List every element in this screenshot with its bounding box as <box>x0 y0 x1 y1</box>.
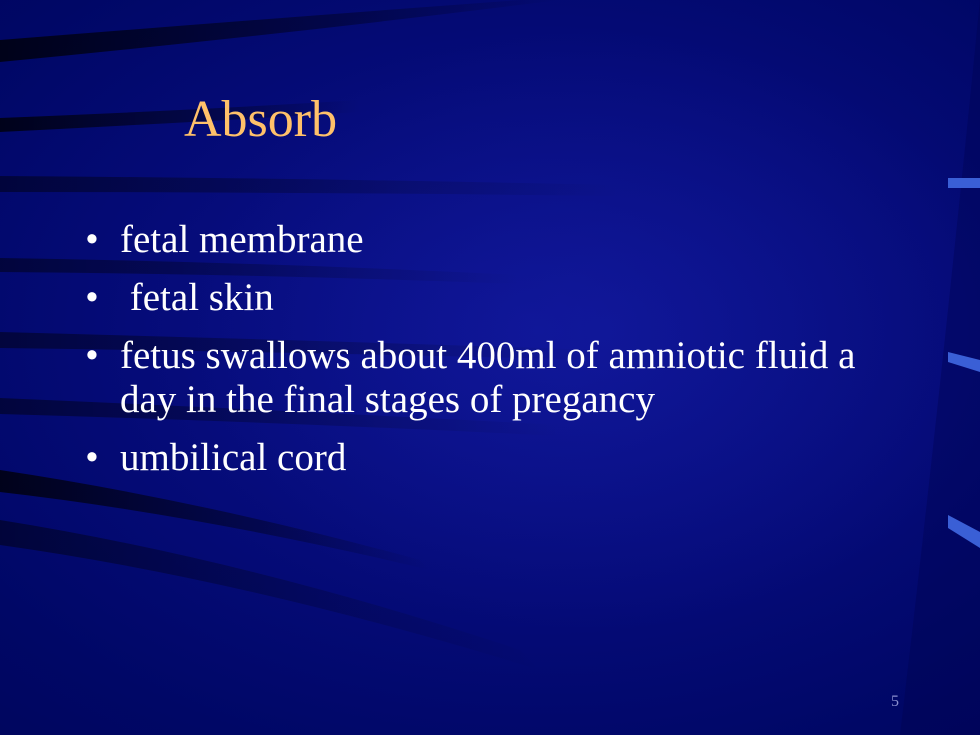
bullet-item <box>82 334 882 422</box>
bullet-marker: • <box>85 436 99 479</box>
bullet-item <box>82 436 882 480</box>
bullet-marker: • <box>85 334 99 377</box>
bullet-item <box>82 218 882 262</box>
bullet-text: fetus swallows about 400ml of amniotic fluid a day in the final stages of pregancy <box>120 334 866 421</box>
bullet-text: fetal skin <box>120 276 274 319</box>
bullet-marker: • <box>85 218 99 261</box>
slide-title: Absorb <box>184 91 338 148</box>
bullet-item <box>82 276 882 320</box>
bullet-list <box>82 218 882 494</box>
slide-number: 5 <box>891 693 899 710</box>
bullet-text: umbilical cord <box>120 436 347 479</box>
bullet-marker: • <box>85 276 99 319</box>
bullet-text: fetal membrane <box>120 218 364 261</box>
